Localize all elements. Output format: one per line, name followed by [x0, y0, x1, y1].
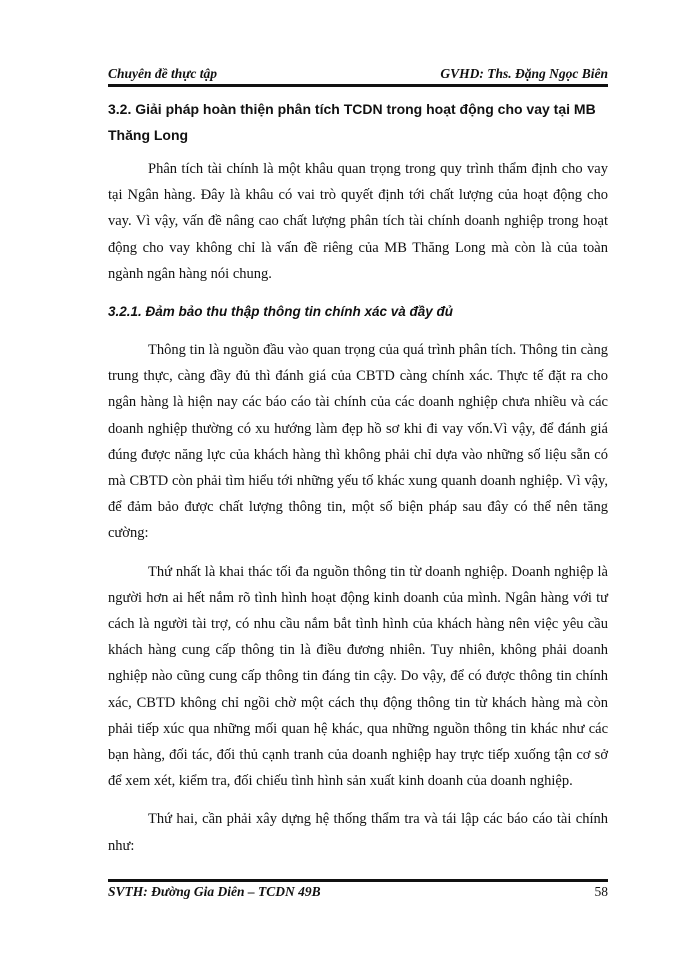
footer-divider [108, 879, 608, 882]
section-title: 3.2. Giải pháp hoàn thiện phân tích TCDN trong hoạt động cho vay tại MB Thăng Long [108, 101, 596, 143]
page-footer [108, 884, 608, 902]
header-supervisor: GVHD: Ths. Đặng Ngọc Biên [440, 66, 608, 81]
section-intro-paragraph: Phân tích tài chính là một khâu quan trọng trong quy trình thẩm định cho vay tại Ngân hàng. Đây là khâu có vai trò quyết định tới chất lượng của hoạt động cho vay. Vì vậy, vấn đề nâng cao chất lượng phân tích tài chính doanh nghiệp trong hoạt động cho vay không chỉ là vấn đề riêng của MB Thăng Long mà còn là của toàn ngành ngân hàng nói chung. [108, 161, 608, 282]
paragraph-second-measure: Thứ hai, cần phải xây dựng hệ thống thẩm tra và tái lập các báo cáo tài chính như: [108, 811, 608, 854]
subsection-title: 3.2.1. Đảm bảo thu thập thông tin chính xác và đầy đủ [108, 304, 454, 320]
paragraph-first-measure: Thứ nhất là khai thác tối đa nguồn thông tin từ doanh nghiệp. Doanh nghiệp là người hơn ai hết nắm rõ tình hình hoạt động kinh doanh của mình. Ngân hàng với tư cách là người tài trợ, có nhu cầu nắm bắt tình hình của khách hàng nên việc yêu cầu khách hàng cung cấp thông tin là điều đương nhiên. Tuy nhiên, không phải doanh nghiệp nào cũng cung cấp thông tin đáng tin cậy. Do vậy, để có được thông tin chính xác, CBTD không chỉ ngồi chờ một cách thụ động thông tin từ khách hàng mà còn phải tiếp xúc qua những mối quan hệ khác, qua những nguồn thông tin khác như các bạn hàng, đối tác, đối thủ cạnh tranh của doanh nghiệp hay trực tiếp xuống tận cơ sở để xem xét, kiểm tra, đối chiếu tình hình sản xuất kinh doanh của doanh nghiệp. [108, 563, 608, 790]
header-topic: Chuyên đề thực tập [108, 66, 217, 81]
page-body [108, 96, 608, 859]
header-divider [108, 84, 608, 87]
footer-student: SVTH: Đường Gia Diên – TCDN 49B [108, 884, 321, 899]
page-header [108, 66, 608, 84]
page-number: 58 [594, 884, 608, 899]
paragraph-information-importance: Thông tin là nguồn đầu vào quan trọng của quá trình phân tích. Thông tin càng trung thực, càng đầy đủ thì đánh giá của CBTD càng chính xác. Thực tế đặt ra cho ngân hàng là hiện nay các báo cáo tài chính của các doanh nghiệp chưa nhiều và các doanh nghiệp thường có xu hướng làm đẹp hồ sơ khi đi vay vốn.Vì vậy, để đánh giá đúng được năng lực của khách hàng thì không phải chỉ dựa vào những số liệu sẵn có mà CBTD còn phải tìm hiểu tới những yếu tố khác xung quanh doanh nghiệp. Vì vậy, để đảm bảo được chất lượng thông tin, một số biện pháp sau đây có thể nên tăng cường: [108, 342, 608, 542]
